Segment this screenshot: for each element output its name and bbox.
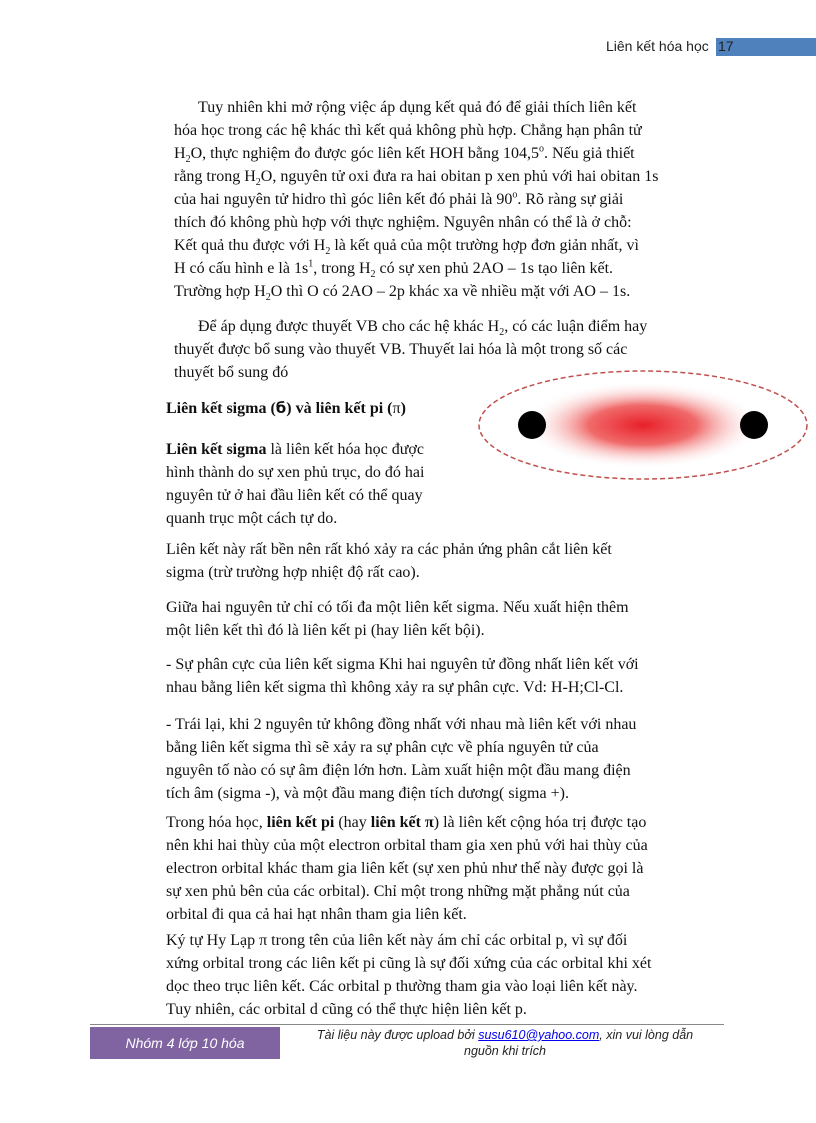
line: thuyết được bổ sung vào thuyết VB. Thuyết lai hóa là một trong số các bbox=[174, 341, 628, 358]
paragraph-5: - Sự phân cực của liên kết sigma Khi hai nguyên tử đồng nhất liên kết với nhau bằng liên kết sigma thì không xảy ra sự phân cực. Vd: H-H;Cl-Cl. bbox=[166, 656, 639, 696]
line: Liên kết sigma là liên kết hóa học được bbox=[166, 441, 424, 458]
line: nguyên tử ở hai đầu liên kết có thể quay bbox=[166, 487, 423, 504]
paragraph-3: Liên kết này rất bền nên rất khó xảy ra các phản ứng phân cắt liên kết sigma (trừ trường hợp nhiệt độ rất cao). bbox=[166, 541, 612, 581]
line: quanh trục một cách tự do. bbox=[166, 510, 338, 527]
paragraph-1 bbox=[174, 96, 734, 303]
line: rằng trong $H_2O$, nguyên tử oxi đưa ra hai obitan p xen phủ với hai obitan 1s bbox=[174, 168, 659, 189]
line: H có cấu hình e là $1s^1$, trong $H_2$ có sự xen phủ 2AO – 1s tạo liên kết. bbox=[174, 258, 614, 281]
line: Trường hợp $H_2O$ thì O có 2AO – 2p khác xa về nhiều mặt với AO – 1s. bbox=[174, 283, 631, 304]
nucleus-right bbox=[740, 411, 768, 439]
line: hóa học trong các hệ khác thì kết quả không phù hợp. Chẳng hạn phân tử bbox=[174, 122, 642, 139]
electron-cloud bbox=[523, 381, 763, 469]
page-number: 17 bbox=[718, 38, 734, 54]
paragraph-4: Giữa hai nguyên tử chỉ có tối đa một liên kết sigma. Nếu xuất hiện thêm một liên kết thì đó là liên kết pi (hay liên kết bội). bbox=[166, 599, 629, 639]
line: thuyết bổ sung đó bbox=[174, 364, 289, 381]
line: hình thành do sự xen phủ trục, do đó hai bbox=[166, 464, 425, 481]
sigma-definition bbox=[166, 438, 476, 530]
line: của hai nguyên tử hidro thì góc liên kết đó phải là 90$^o$. Rõ ràng sự giải bbox=[174, 189, 624, 208]
paragraph-8: Ký tự Hy Lạp π trong tên của liên kết này ám chỉ các orbital p, vì sự đối xứng orbital trong các liên kết pi cũng là sự đối xứng của các orbital khi xét dọc theo trục liên kết. Các orbital p thường tham gia vào loại liên kết này. Tuy nhiên, các orbital d cũng có thể thực hiện liên kết p. bbox=[166, 932, 652, 1018]
paragraph-6: - Trái lại, khi 2 nguyên tử không đồng nhất với nhau mà liên kết với nhau bằng liên kết sigma thì sẽ xảy ra sự phân cực về phía nguyên tử của nguyên tố nào có sự âm điện lớn hơn. Làm xuất hiện một đầu mang điện tích âm (sigma -), và một đầu mang điện tích dương( sigma +). bbox=[166, 716, 637, 802]
section-heading: Liên kết sigma (б) và liên kết pi (π) bbox=[166, 399, 406, 417]
footer-group-label: Nhóm 4 lớp 10 hóa bbox=[90, 1027, 280, 1059]
footer-divider bbox=[90, 1024, 724, 1025]
footer-note: Tài liệu này được upload bởi susu610@yahoo.com, xin vui lòng dẫn nguồn khi trích bbox=[316, 1028, 694, 1058]
line: $H_2O$, thực nghiệm đo được góc liên kết HOH bằng 104,5$^o$. Nếu giả thiết bbox=[174, 143, 635, 166]
nucleus-left bbox=[518, 411, 546, 439]
header-title: Liên kết hóa học bbox=[606, 38, 709, 54]
sigma-bond-diagram bbox=[476, 368, 810, 483]
line: thích đó không phù hợp với thực nghiệm. Nguyên nhân có thể là ở chỗ: bbox=[174, 214, 632, 231]
line: Trong hóa học, liên kết pi (hay liên kết π) là liên kết cộng hóa trị được tạo bbox=[166, 814, 647, 831]
line: Tuy nhiên khi mở rộng việc áp dụng kết quả đó để giải thích liên kết bbox=[198, 99, 637, 116]
sigma-symbol: б bbox=[275, 399, 287, 417]
line: Kết quả thu được với $H_2$ là kết quả của một trường hợp đơn giản nhất, vì bbox=[174, 237, 639, 258]
paragraph-7: Trong hóa học, liên kết pi (hay liên kết π) là liên kết cộng hóa trị được tạo nên khi hai thùy của một electron orbital tham gia xen phủ với hai thùy của electron orbital khác tham gia liên kết (sự xen phủ như thế này được gọi là sự xen phủ bên của các orbital). Chỉ một trong những mặt phẳng nút của orbital đi qua cả hai hạt nhân tham gia liên kết. bbox=[166, 811, 766, 926]
header-page-tab bbox=[716, 38, 816, 56]
footer-email-link[interactable]: susu610@yahoo.com bbox=[478, 1028, 600, 1042]
pi-symbol: π bbox=[392, 400, 401, 417]
line: Để áp dụng được thuyết VB cho các hệ khác $H_2$, có các luận điểm hay bbox=[198, 318, 648, 339]
